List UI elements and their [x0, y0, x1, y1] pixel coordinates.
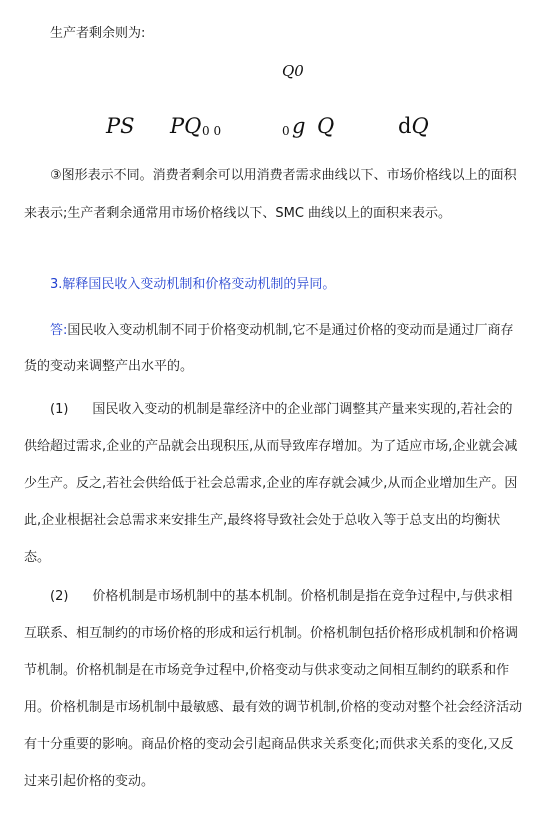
answer-paragraph [24, 313, 524, 385]
formula-g: g [292, 114, 306, 138]
item-1-text: 国民收入变动的机制是靠经济中的企业部门调整其产量来实现的,若社会的供给超过需求,企业的产品就会出现积压,从而导致库存增加。为了适应市场,企业就会减少生产。反之,若社会供给低于社会总需求,企业的库存就会减少,从而企业增加生产。因此,企业根据社会总需求来安排生产,最终将导致社会处于总收入等于总支出的均衡状态。 [24, 402, 518, 565]
integral-upper-limit: Q0 [282, 62, 304, 80]
formula-q: Q [317, 114, 335, 138]
item-2-number: (2) [50, 589, 69, 604]
item-2-text: 价格机制是市场机制中的基本机制。价格机制是指在竞争过程中,与供求相互联系、相互制约的市场价格的形成和运行机制。价格机制包括价格形成机制和价格调节机制。价格机制是在市场竞争过程中,价格变动与供求变动之间相互制约的联系和作用。价格机制是市场机制中最敏感、最有效的调节机制,价格的变动对整个社会经济活动有十分重要的影响。商品价格的变动会引起商品供求关系变化;而供求关系的变化,又反过来引起价格的变动。 [24, 589, 523, 789]
point-3-paragraph: ③图形表示不同。消费者剩余可以用消费者需求曲线以下、市场价格线以上的面积来表示;生产者剩余通常用市场价格线以下、SMC 曲线以上的面积来表示。 [24, 168, 517, 221]
formula-subscripts: 0 0 [202, 124, 222, 138]
answer-label: 答: [50, 323, 68, 338]
formula-dq: dQ [398, 114, 429, 138]
item-1-paragraph [24, 391, 524, 576]
formula-dq-var: Q [411, 114, 429, 138]
formula-zero: 0 [282, 124, 290, 138]
intro-text: 生产者剩余则为: [50, 26, 146, 41]
item-1-number: (1) [50, 402, 69, 417]
formula-ps: PS [106, 114, 135, 138]
question-3-title: 3.解释国民收入变动机制和价格变动机制的异同。 [50, 277, 336, 292]
item-2-paragraph [24, 578, 524, 800]
answer-text: 国民收入变动机制不同于价格变动机制,它不是通过价格的变动而是通过厂商存货的变动来调整产出水平的。 [24, 323, 514, 374]
formula-pq: PQ [170, 114, 202, 138]
